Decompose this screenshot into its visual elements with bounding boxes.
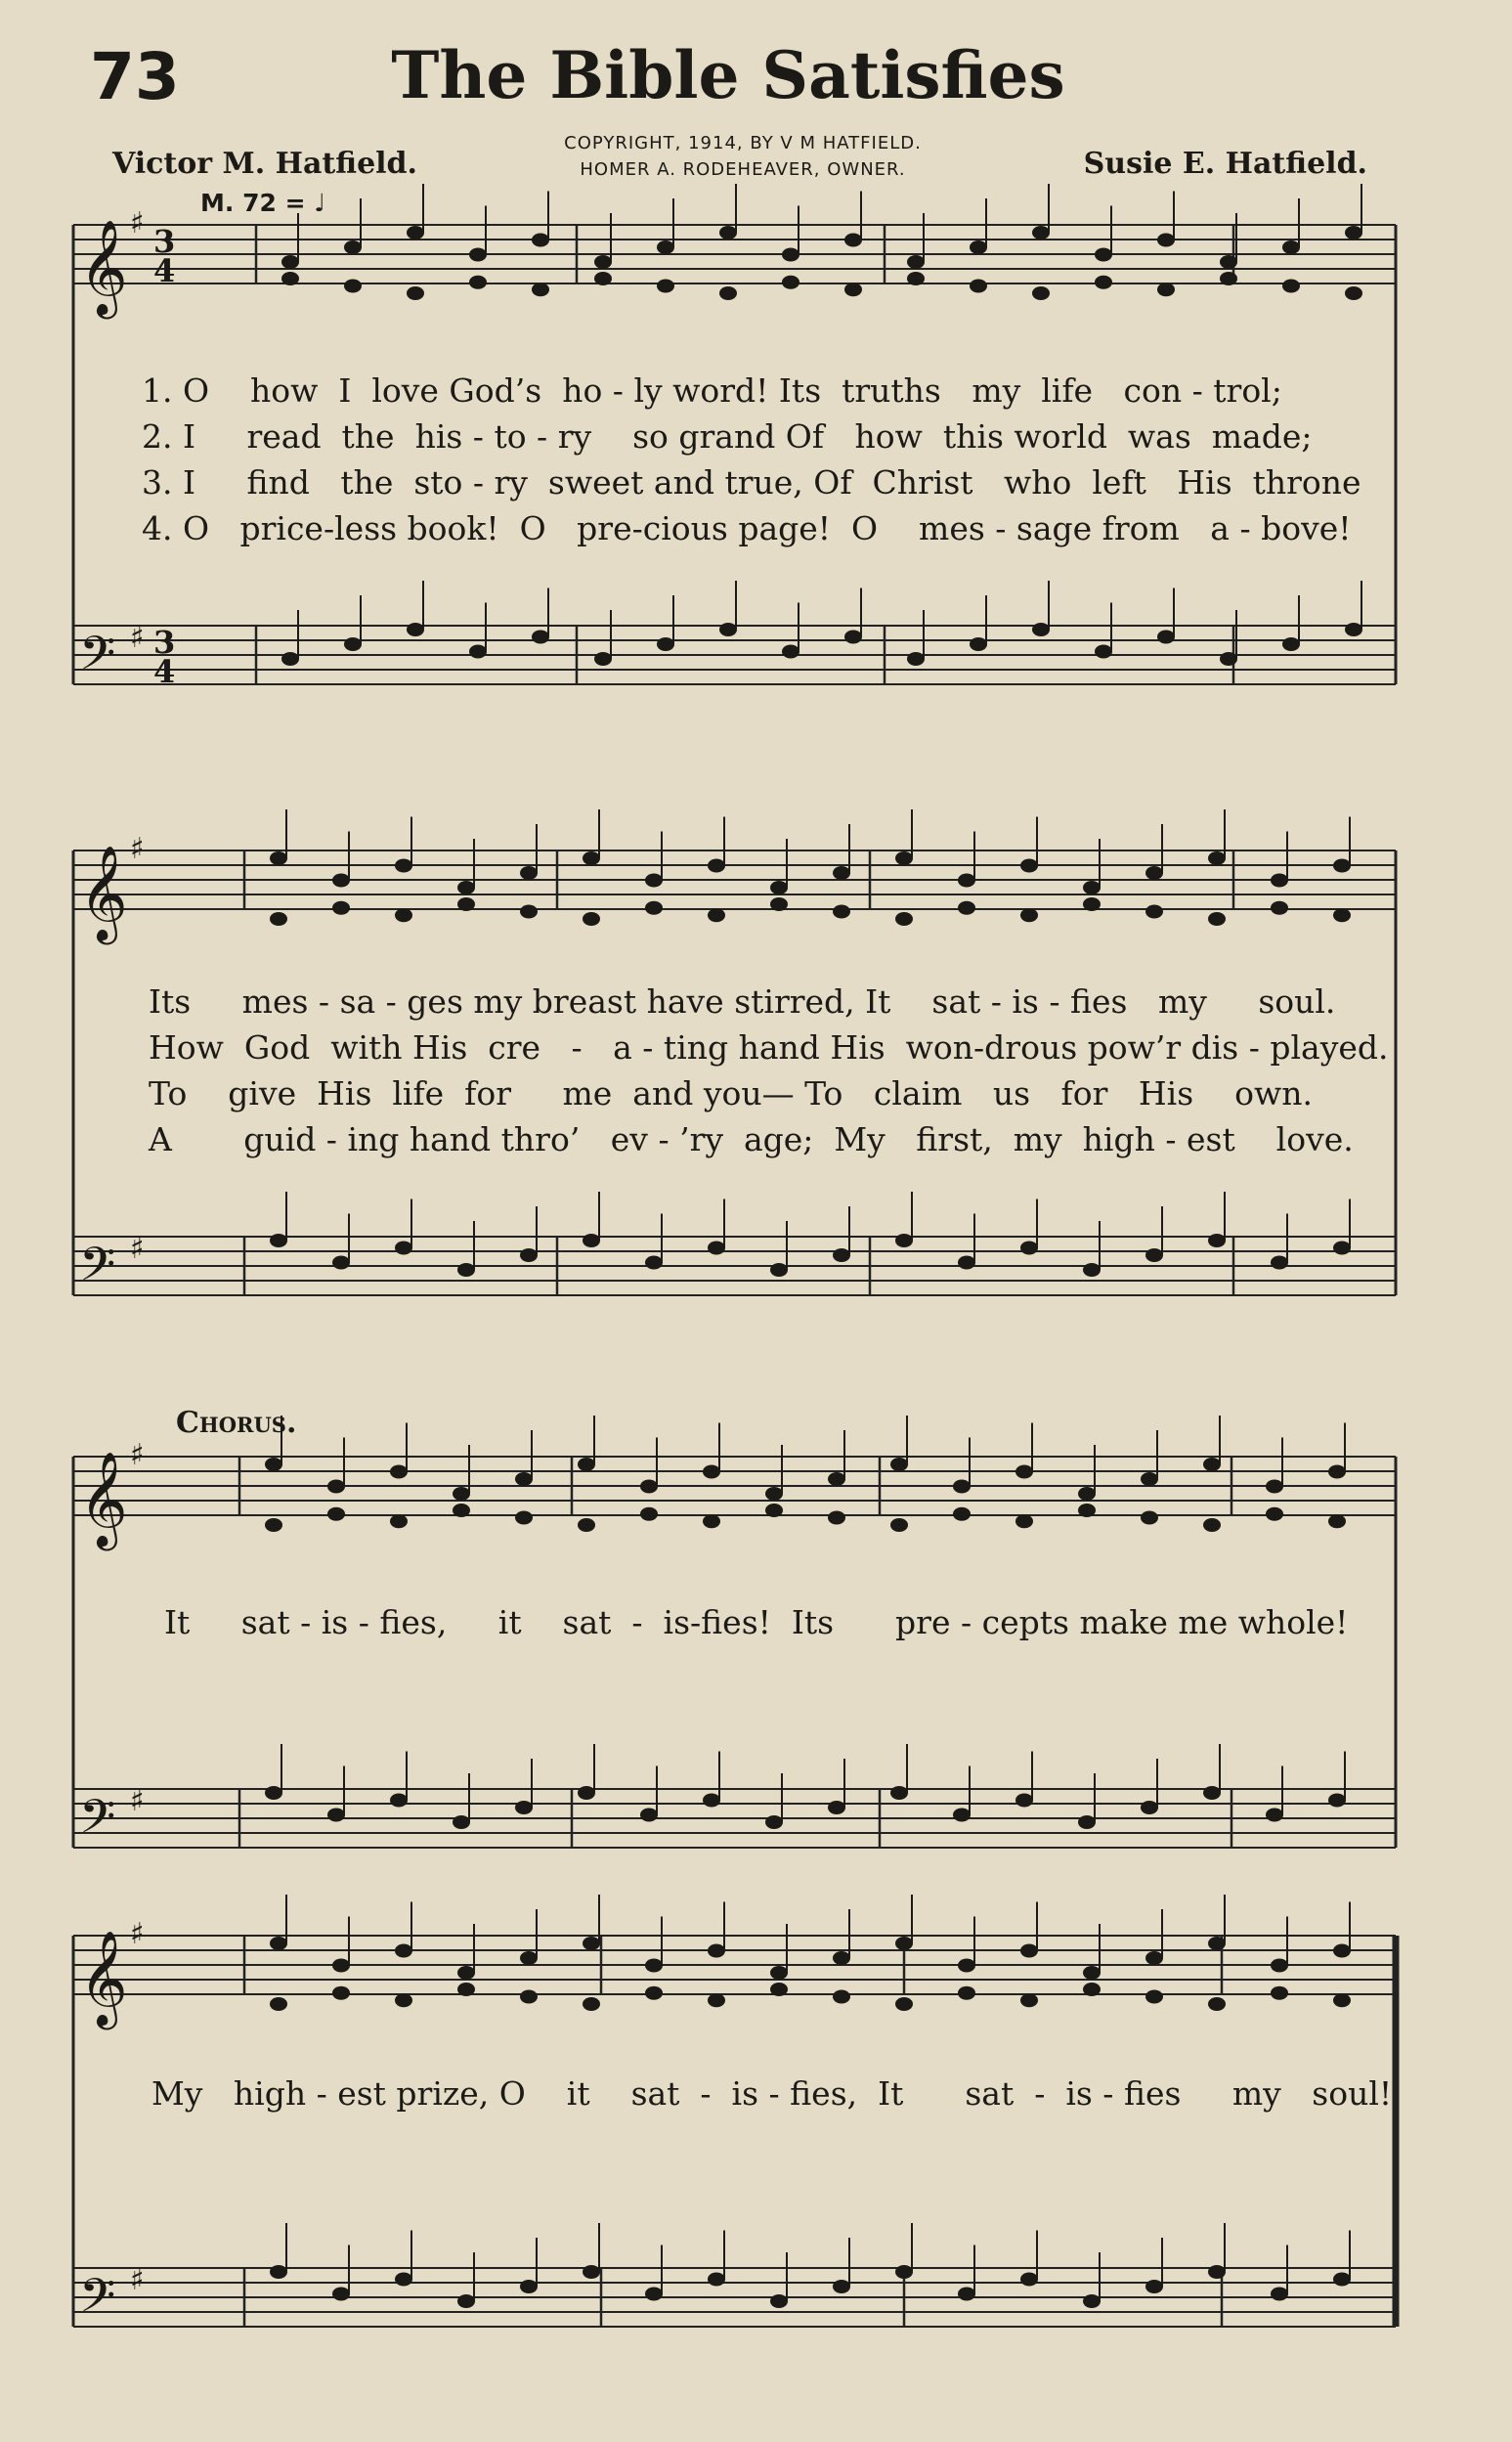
note-head bbox=[890, 1518, 908, 1532]
key-signature-sharp-icon: ♯ bbox=[130, 1917, 145, 1951]
note-head bbox=[782, 645, 799, 659]
note-head bbox=[770, 1966, 788, 1980]
note-head bbox=[970, 637, 987, 651]
note-head bbox=[890, 1458, 908, 1471]
note-head bbox=[828, 1472, 845, 1486]
note-head bbox=[1157, 283, 1175, 296]
note-head bbox=[1145, 2280, 1163, 2293]
copyright-line-1: COPYRIGHT, 1914, BY V M HATFIELD. bbox=[564, 133, 922, 153]
note-head bbox=[708, 1944, 725, 1958]
note-head bbox=[703, 1465, 720, 1479]
note-head bbox=[1345, 623, 1362, 636]
note-head bbox=[1078, 1504, 1096, 1517]
note-head bbox=[1333, 859, 1351, 873]
note-head bbox=[1203, 1458, 1221, 1471]
note-head bbox=[457, 1263, 475, 1277]
note-head bbox=[1271, 2288, 1288, 2301]
note-head bbox=[1145, 905, 1163, 919]
note-head bbox=[1333, 908, 1351, 922]
note-head bbox=[657, 240, 674, 254]
hymn-number: 73 bbox=[90, 39, 180, 114]
note-head bbox=[1220, 652, 1237, 666]
note-head bbox=[1271, 1986, 1288, 2000]
note-head bbox=[640, 1480, 658, 1494]
note-head bbox=[1015, 1514, 1033, 1528]
note-head bbox=[895, 1937, 913, 1950]
note-head bbox=[770, 1983, 788, 1996]
note-head bbox=[645, 874, 663, 888]
note-head bbox=[895, 2265, 913, 2279]
note-head bbox=[407, 226, 424, 240]
note-head bbox=[1333, 1242, 1351, 1255]
note-head bbox=[953, 1507, 971, 1521]
note-head bbox=[1083, 2294, 1101, 2308]
note-head bbox=[833, 905, 850, 919]
note-head bbox=[1141, 1511, 1158, 1525]
note-head bbox=[1208, 851, 1226, 865]
note-head bbox=[332, 1986, 350, 2000]
note-head bbox=[270, 1234, 287, 1247]
note-head bbox=[1345, 226, 1362, 240]
note-head bbox=[1015, 1465, 1033, 1479]
note-head bbox=[1328, 1465, 1346, 1479]
note-head bbox=[1083, 881, 1101, 894]
treble-clef-icon: 𝄞 bbox=[79, 1451, 128, 1547]
note-head bbox=[657, 280, 674, 293]
note-head bbox=[344, 240, 362, 254]
key-signature-sharp-icon: ♯ bbox=[130, 1438, 145, 1472]
note-head bbox=[958, 1256, 975, 1270]
note-head bbox=[457, 1966, 475, 1980]
note-head bbox=[594, 652, 612, 666]
time-signature-top: 3 bbox=[153, 223, 176, 260]
note-head bbox=[1145, 1951, 1163, 1965]
note-head bbox=[645, 1959, 663, 1973]
note-head bbox=[1095, 276, 1112, 289]
note-head bbox=[640, 1507, 658, 1521]
note-head bbox=[457, 897, 475, 911]
note-head bbox=[270, 1937, 287, 1950]
note-head bbox=[594, 255, 612, 269]
note-head bbox=[1333, 1993, 1351, 2007]
note-head bbox=[520, 905, 538, 919]
bass-clef-icon: 𝄢 bbox=[79, 1237, 116, 1303]
note-head bbox=[958, 1959, 975, 1973]
note-head bbox=[708, 1993, 725, 2007]
copyright-line-2: HOMER A. RODEHEAVER, OWNER. bbox=[580, 159, 906, 180]
note-head bbox=[469, 248, 487, 262]
note-head bbox=[844, 283, 862, 296]
note-head bbox=[828, 1511, 845, 1525]
note-head bbox=[1095, 645, 1112, 659]
note-head bbox=[1020, 2273, 1038, 2287]
note-head bbox=[270, 912, 287, 926]
verse-1-line-1: 1. O how I love God’s ho - ly word! Its truths my life con - trol; bbox=[142, 371, 1282, 410]
note-head bbox=[844, 631, 862, 644]
note-head bbox=[895, 851, 913, 865]
note-head bbox=[833, 1248, 850, 1262]
note-head bbox=[270, 2265, 287, 2279]
note-head bbox=[907, 652, 925, 666]
note-head bbox=[395, 1993, 412, 2007]
note-head bbox=[1208, 1997, 1226, 2011]
note-head bbox=[770, 897, 788, 911]
note-head bbox=[719, 226, 737, 240]
note-head bbox=[765, 1504, 783, 1517]
note-head bbox=[520, 1248, 538, 1262]
verse-4-line-2: A guid - ing hand thro’ ev - ’ry age; My first, my high - est love. bbox=[149, 1120, 1354, 1158]
verse-3-line-1: 3. I find the sto - ry sweet and true, Of Christ who left His throne bbox=[142, 463, 1361, 501]
note-head bbox=[1083, 1263, 1101, 1277]
note-head bbox=[1271, 1959, 1288, 1973]
note-head bbox=[1145, 1248, 1163, 1262]
note-head bbox=[645, 1986, 663, 2000]
note-head bbox=[520, 1990, 538, 2004]
note-head bbox=[958, 874, 975, 888]
note-head bbox=[407, 286, 424, 300]
note-head bbox=[453, 1487, 470, 1501]
note-head bbox=[645, 1256, 663, 1270]
note-head bbox=[703, 1514, 720, 1528]
note-head bbox=[1345, 286, 1362, 300]
note-head bbox=[390, 1514, 408, 1528]
note-head bbox=[1078, 1487, 1096, 1501]
note-head bbox=[640, 1809, 658, 1822]
key-signature-sharp-icon: ♯ bbox=[130, 621, 145, 655]
note-head bbox=[970, 240, 987, 254]
note-head bbox=[1032, 623, 1050, 636]
time-signature-bottom: 4 bbox=[153, 252, 176, 289]
note-head bbox=[281, 652, 299, 666]
note-head bbox=[833, 2280, 850, 2293]
note-head bbox=[833, 866, 850, 880]
author-name: Susie E. Hatfield. bbox=[1083, 147, 1367, 181]
note-head bbox=[970, 280, 987, 293]
note-head bbox=[719, 286, 737, 300]
note-head bbox=[395, 1242, 412, 1255]
note-head bbox=[907, 255, 925, 269]
note-head bbox=[520, 1951, 538, 1965]
note-head bbox=[1145, 1990, 1163, 2004]
note-head bbox=[833, 1990, 850, 2004]
treble-clef-icon: 𝄞 bbox=[79, 845, 128, 940]
note-head bbox=[1203, 1786, 1221, 1800]
note-head bbox=[515, 1472, 533, 1486]
note-head bbox=[453, 1504, 470, 1517]
key-signature-sharp-icon: ♯ bbox=[130, 832, 145, 866]
key-signature-sharp-icon: ♯ bbox=[130, 2263, 145, 2297]
note-head bbox=[703, 1794, 720, 1808]
note-head bbox=[327, 1507, 345, 1521]
time-signature-top: 3 bbox=[153, 624, 176, 661]
note-head bbox=[332, 1256, 350, 1270]
note-head bbox=[265, 1518, 282, 1532]
note-head bbox=[1271, 874, 1288, 888]
note-head bbox=[390, 1794, 408, 1808]
note-head bbox=[1020, 908, 1038, 922]
note-head bbox=[907, 272, 925, 285]
note-head bbox=[520, 2280, 538, 2293]
key-signature-sharp-icon: ♯ bbox=[130, 206, 145, 240]
note-head bbox=[469, 276, 487, 289]
key-signature-sharp-icon: ♯ bbox=[130, 1784, 145, 1818]
note-head bbox=[453, 1815, 470, 1829]
note-head bbox=[1333, 1944, 1351, 1958]
note-head bbox=[583, 912, 600, 926]
note-head bbox=[708, 908, 725, 922]
note-head bbox=[1032, 286, 1050, 300]
time-signature-bottom: 4 bbox=[153, 653, 176, 690]
key-signature-sharp-icon: ♯ bbox=[130, 1232, 145, 1266]
note-head bbox=[782, 248, 799, 262]
note-head bbox=[828, 1801, 845, 1814]
note-head bbox=[708, 859, 725, 873]
note-head bbox=[520, 866, 538, 880]
treble-clef-icon: 𝄞 bbox=[79, 219, 128, 315]
note-head bbox=[270, 1997, 287, 2011]
note-head bbox=[457, 1983, 475, 1996]
note-head bbox=[1020, 1242, 1038, 1255]
note-head bbox=[332, 901, 350, 915]
note-head bbox=[395, 859, 412, 873]
note-head bbox=[1282, 280, 1300, 293]
note-head bbox=[895, 912, 913, 926]
verse-4-line-1: 4. O price-less book! O pre-cious page! O mes - sage from a - bove! bbox=[142, 509, 1352, 547]
note-head bbox=[281, 255, 299, 269]
note-head bbox=[1083, 1966, 1101, 1980]
note-head bbox=[708, 1242, 725, 1255]
note-head bbox=[645, 901, 663, 915]
note-head bbox=[895, 1997, 913, 2011]
note-head bbox=[645, 2288, 663, 2301]
note-head bbox=[469, 645, 487, 659]
note-head bbox=[1208, 2265, 1226, 2279]
note-head bbox=[1271, 1256, 1288, 1270]
note-head bbox=[1145, 866, 1163, 880]
quarter-note-icon: ♩ bbox=[314, 189, 326, 217]
note-head bbox=[265, 1786, 282, 1800]
note-head bbox=[583, 1997, 600, 2011]
note-head bbox=[1083, 1983, 1101, 1996]
note-head bbox=[958, 1986, 975, 2000]
note-head bbox=[395, 2273, 412, 2287]
note-head bbox=[953, 1809, 971, 1822]
note-head bbox=[1328, 1514, 1346, 1528]
note-head bbox=[583, 2265, 600, 2279]
note-head bbox=[332, 874, 350, 888]
bass-clef-icon: 𝄢 bbox=[79, 626, 116, 692]
treble-clef-icon: 𝄞 bbox=[79, 1930, 128, 2026]
note-head bbox=[1282, 240, 1300, 254]
note-head bbox=[1141, 1801, 1158, 1814]
note-head bbox=[281, 272, 299, 285]
note-head bbox=[708, 2273, 725, 2287]
note-head bbox=[1032, 226, 1050, 240]
note-head bbox=[583, 1234, 600, 1247]
note-head bbox=[1095, 248, 1112, 262]
note-head bbox=[833, 1951, 850, 1965]
note-head bbox=[327, 1809, 345, 1822]
note-head bbox=[1266, 1507, 1283, 1521]
note-head bbox=[765, 1815, 783, 1829]
hymn-title: The Bible Satisfies bbox=[391, 37, 1065, 113]
note-head bbox=[583, 851, 600, 865]
note-head bbox=[719, 623, 737, 636]
note-head bbox=[1083, 897, 1101, 911]
verse-3-line-2: To give His life for me and you— To claim us for His own. bbox=[149, 1074, 1313, 1112]
note-head bbox=[844, 234, 862, 247]
note-head bbox=[332, 2288, 350, 2301]
note-head bbox=[1208, 912, 1226, 926]
note-head bbox=[1208, 1937, 1226, 1950]
note-head bbox=[958, 2288, 975, 2301]
note-head bbox=[770, 1263, 788, 1277]
chorus-line-2: My high - est prize, O it sat - is - fies, It sat - is - fies my soul! bbox=[151, 2074, 1393, 2113]
verse-2-line-1: 2. I read the his - to - ry so grand Of how this world was made; bbox=[142, 417, 1313, 456]
note-head bbox=[344, 280, 362, 293]
note-head bbox=[1157, 234, 1175, 247]
note-head bbox=[583, 1937, 600, 1950]
note-head bbox=[390, 1465, 408, 1479]
note-head bbox=[327, 1480, 345, 1494]
note-head bbox=[578, 1786, 595, 1800]
note-head bbox=[1266, 1480, 1283, 1494]
note-head bbox=[1020, 859, 1038, 873]
composer-name: Victor M. Hatfield. bbox=[112, 147, 417, 181]
note-head bbox=[1157, 631, 1175, 644]
note-head bbox=[770, 2294, 788, 2308]
chorus-label: Chorus. bbox=[176, 1406, 297, 1440]
verse-2-line-2: How God with His cre - a - ting hand His won-drous pow’r dis - played. bbox=[149, 1028, 1389, 1067]
note-head bbox=[332, 1959, 350, 1973]
note-head bbox=[1266, 1809, 1283, 1822]
chorus-line-1: It sat - is - fies, it sat - is-fies! Its pre - cepts make me whole! bbox=[164, 1603, 1349, 1641]
note-head bbox=[1328, 1794, 1346, 1808]
note-head bbox=[657, 637, 674, 651]
note-head bbox=[953, 1480, 971, 1494]
note-head bbox=[1282, 637, 1300, 651]
note-head bbox=[1020, 1993, 1038, 2007]
note-head bbox=[1220, 255, 1237, 269]
note-head bbox=[532, 283, 549, 296]
note-head bbox=[765, 1487, 783, 1501]
note-head bbox=[578, 1458, 595, 1471]
note-head bbox=[344, 637, 362, 651]
note-head bbox=[594, 272, 612, 285]
note-head bbox=[578, 1518, 595, 1532]
note-head bbox=[270, 851, 287, 865]
note-head bbox=[457, 2294, 475, 2308]
note-head bbox=[532, 631, 549, 644]
note-head bbox=[1020, 1944, 1038, 1958]
note-head bbox=[1203, 1518, 1221, 1532]
note-head bbox=[1220, 272, 1237, 285]
note-head bbox=[782, 276, 799, 289]
note-head bbox=[890, 1786, 908, 1800]
note-head bbox=[1208, 1234, 1226, 1247]
bass-clef-icon: 𝄢 bbox=[79, 2268, 116, 2334]
bass-clef-icon: 𝄢 bbox=[79, 1789, 116, 1855]
note-head bbox=[515, 1511, 533, 1525]
note-head bbox=[1271, 901, 1288, 915]
note-head bbox=[407, 623, 424, 636]
note-head bbox=[457, 881, 475, 894]
metronome-text: M. 72 = bbox=[200, 189, 306, 217]
note-head bbox=[770, 881, 788, 894]
note-head bbox=[532, 234, 549, 247]
verse-1-line-2: Its mes - sa - ges my breast have stirred, It sat - is - fies my soul. bbox=[149, 982, 1336, 1021]
note-head bbox=[515, 1801, 533, 1814]
note-head bbox=[395, 908, 412, 922]
note-head bbox=[1015, 1794, 1033, 1808]
note-head bbox=[1141, 1472, 1158, 1486]
note-head bbox=[895, 1234, 913, 1247]
note-head bbox=[958, 901, 975, 915]
note-head bbox=[1333, 2273, 1351, 2287]
note-head bbox=[265, 1458, 282, 1471]
note-head bbox=[395, 1944, 412, 1958]
note-head bbox=[1078, 1815, 1096, 1829]
